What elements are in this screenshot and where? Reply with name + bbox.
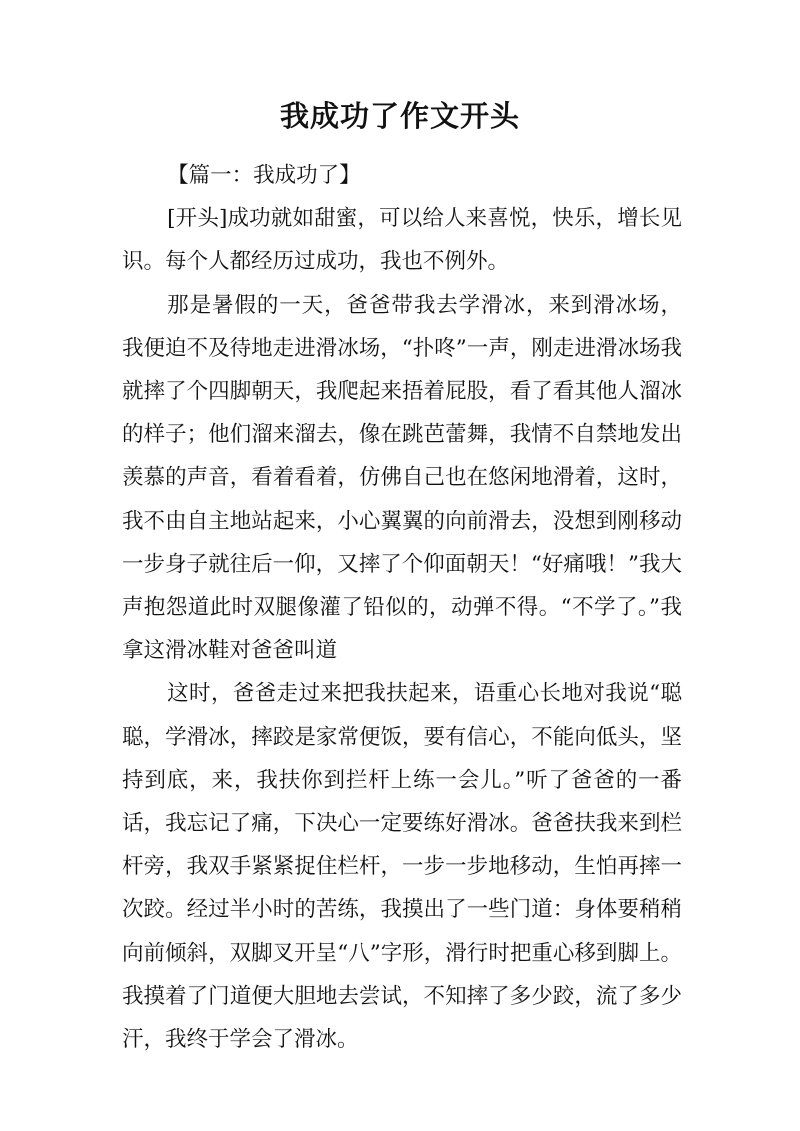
paragraph-intro: [开头]成功就如甜蜜，可以给人来喜悦，快乐，增长见识。每个人都经历过成功，我也不例外。 xyxy=(122,206,682,275)
section-heading: 【篇一：我成功了】 xyxy=(167,163,361,188)
paragraph-skating-fall: 那是暑假的一天，爸爸带我去学滑冰，来到滑冰场，我便迫不及待地走进滑冰场，“扑咚”一声，刚走进滑冰场我就摔了个四脚朝天，我爬起来捂着屁股，看了看其他人溜冰的样子；他们溜来溜去，像在跳芭蕾舞，我情不自禁地发出羡慕的声音，看着看着，仿佛自己也在悠闲地滑着，这时，我不由自主地站起来，小心翼翼的向前滑去，没想到刚移动一步身子就往后一仰，又摔了个仰面朝天！“好痛哦！”我大声抱怨道此时双腿像灌了铅似的，动弹不得。“不学了。”我拿这滑冰鞋对爸爸叫道 xyxy=(122,292,682,664)
document-body xyxy=(122,154,682,1061)
document-title: 我成功了作文开头 xyxy=(279,99,520,133)
paragraph-learning: 这时，爸爸走过来把我扶起来，语重心长地对我说“聪聪，学滑冰，摔跤是家常便饭，要有信心，不能向低头，坚持到底，来，我扶你到拦杆上练一会儿。”听了爸爸的一番话，我忘记了痛，下决心一定要练好滑冰。爸爸扶我来到栏杆旁，我双手紧紧捉住栏杆，一步一步地移动，生怕再摔一次跤。经过半小时的苦练，我摸出了一些门道：身体要稍稍向前倾斜，双脚叉开呈“八”字形，滑行时把重心移到脚上。我摸着了门道便大胆地去尝试，不知摔了多少跤，流了多少汗，我终于学会了滑冰。 xyxy=(122,681,682,1053)
